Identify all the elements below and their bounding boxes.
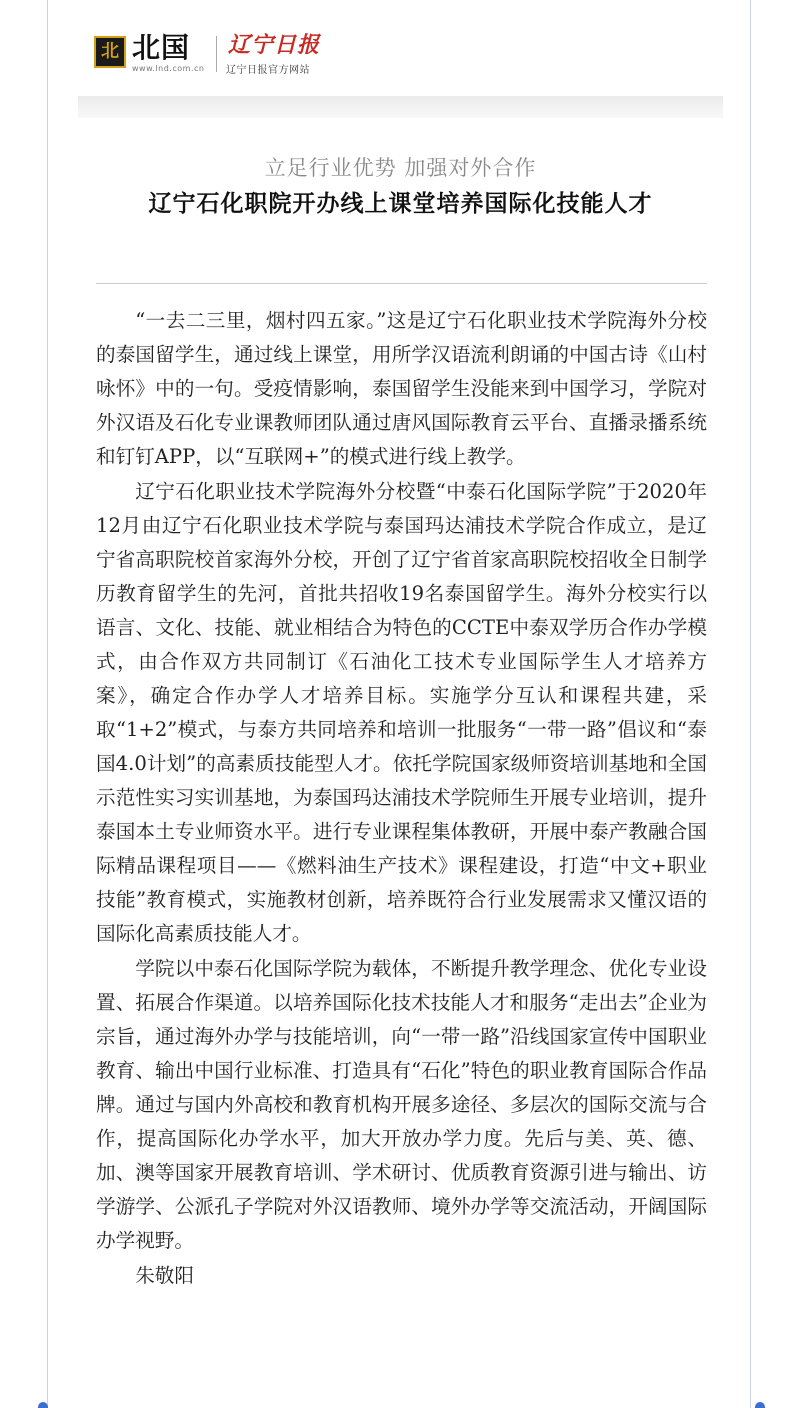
corner-marker-left xyxy=(38,1402,48,1408)
paper-subtitle: 辽宁日报官方网站 xyxy=(226,65,310,76)
title-divider xyxy=(96,283,707,284)
paper-name-logo[interactable]: 辽宁日报 xyxy=(228,32,321,58)
article-author: 朱敬阳 xyxy=(135,1264,194,1287)
site-logo-mark: 北 xyxy=(94,36,126,68)
article-paragraph: 辽宁石化职业技术学院海外分校暨“中泰石化国际学院”于2020年12月由辽宁石化职业技术学院与泰国玛达浦技术学院合作成立，是辽宁省高职院校首家海外分校，开创了辽宁省首家高职院校招收全日制学历教育留学生的先河，首批共招收19名泰国留学生。海外分校实行以语言、文化、技能、就业相结合为特色的CCTE中泰双学历合作办学模式，由合作双方共同制订《石油化工技术专业国际学生人才培养方案》，确定合作办学人才培养目标。实施学分互认和课程共建，采取“1+2”模式，与泰方共同培养和培训一批服务“一带一路”倡议和“泰国4.0计划”的高素质技能型人才。依托学院国家级师资培训基地和全国示范性实习实训基地，为泰国玛达浦技术学院师生开展专业培训，提升泰国本土专业师资水平。进行专业课程集体教研，开展中泰产教融合国际精品课程项目——《燃料油生产技术》课程建设，打造“中文+职业技能”教育模式，实施教材创新，培养既符合行业发展需求又懂汉语的国际化高素质技能人才。 xyxy=(96,480,707,945)
article-subtitle: 立足行业优势 加强对外合作 xyxy=(264,156,537,180)
corner-marker-right xyxy=(755,1402,765,1408)
article-body xyxy=(96,304,707,1294)
article-paragraph: 学院以中泰石化国际学院为载体，不断提升教学理念、优化专业设置、拓展合作渠道。以培养国际化技术技能人才和服务“走出去”企业为宗旨，通过海外办学与技能培训，向“一带一路”沿线国家宣传中国职业教育、输出中国行业标准、打造具有“石化”特色的职业教育国际合作品牌。通过与国内外高校和教育机构开展多途径、多层次的国际交流与合作，提高国际化办学水平，加大开放办学力度。先后与美、英、德、加、澳等国家开展教育培训、学术研讨、优质教育资源引进与输出、访学游学、公派孔子学院对外汉语教师、境外办学等交流活动，开阔国际办学视野。 xyxy=(96,957,707,1252)
site-url[interactable]: www.lnd.com.cn xyxy=(132,64,205,73)
site-logo-text[interactable]: 北国 xyxy=(132,31,191,64)
frame-line-right xyxy=(750,0,751,1408)
site-header xyxy=(78,14,723,92)
article-title: 辽宁石化职院开办线上课堂培养国际化技能人才 xyxy=(148,191,653,217)
header-band xyxy=(78,96,723,118)
header-divider xyxy=(216,36,217,72)
article-paragraph: “一去二三里，烟村四五家。”这是辽宁石化职业技术学院海外分校的泰国留学生，通过线上课堂，用所学汉语流利朗诵的中国古诗《山村咏怀》中的一句。受疫情影响，泰国留学生没能来到中国学习，学院对外汉语及石化专业课教师团队通过唐风国际教育云平台、直播录播系统和钉钉APP，以“互联网+”的模式进行线上教学。 xyxy=(96,309,707,468)
frame-line-left xyxy=(47,0,48,1408)
